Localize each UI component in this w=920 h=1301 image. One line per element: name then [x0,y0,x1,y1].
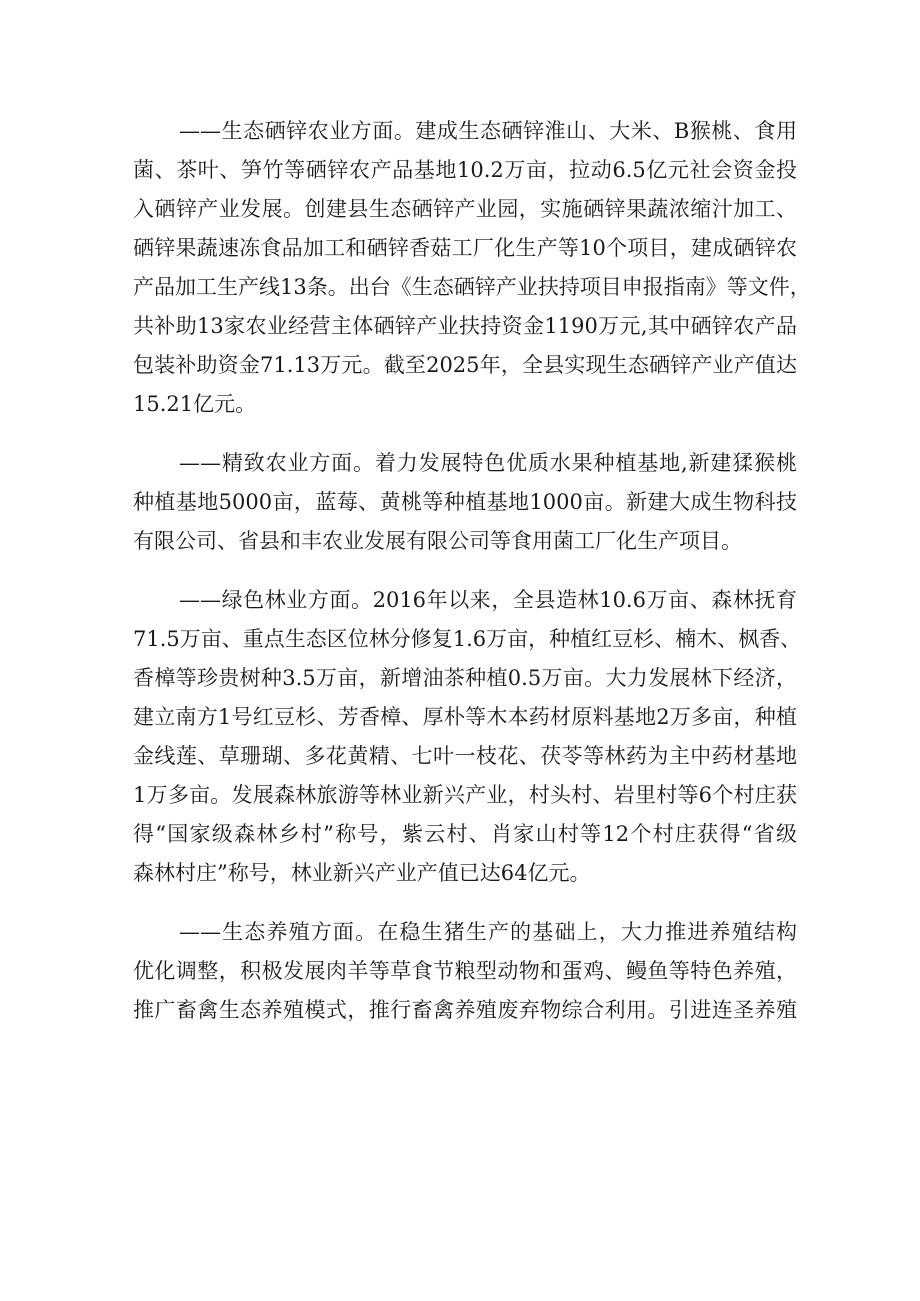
text-line: 香樟等珍贵树种3.5万亩，新增油茶种植0.5万亩。大力发展林下经济， [133,666,797,690]
text-line: 金线莲、草珊瑚、多花黄精、七叶一枝花、茯苓等林药为主中药材基地 [133,744,797,768]
text-line: 种植基地5000亩，蓝莓、黄桃等种植基地1000亩。新建大成生物科技 [133,490,797,514]
text-line: 共补助13家农业经营主体硒锌产业扶持资金1190万元,其中硒锌农产品 [133,314,797,338]
text-line: 产品加工生产线13条。出台《生态硒锌产业扶持项目申报指南》等文件， [133,275,811,299]
text-line: 建立南方1号红豆杉、芳香樟、厚朴等木本药材原料基地2万多亩，种植 [133,705,797,729]
text-line: 得“国家级森林乡村”称号，紫云村、肖家山村等12个村庄获得“省级 [133,822,797,846]
text-line: 15.21亿元。 [133,392,257,416]
text-line: 包装补助资金71.13万元。截至2025年，全县实现生态硒锌产业产值达 [133,353,797,377]
text-line: 1万多亩。发展森林旅游等林业新兴产业，村头村、岩里村等6个村庄获 [133,783,797,807]
document-body [133,112,811,1050]
paragraph-green-forestry [133,581,802,893]
paragraph-boutique-agriculture [133,444,797,561]
text-line: 硒锌果蔬速冻食品加工和硒锌香菇工厂化生产等10个项目，建成硒锌农 [133,236,797,260]
text-line: 71.5万亩、重点生态区位林分修复1.6万亩，种植红豆杉、楠木、枫香、 [133,627,802,651]
text-line: ——生态硒锌农业方面。建成生态硒锌淮山、大米、B猴桃、食用 [179,119,797,143]
text-line: 有限公司、省县和丰农业发展有限公司等食用菌工厂化生产项目。 [133,529,742,553]
text-line: ——绿色林业方面。2016年以来，全县造林10.6万亩、森林抚育 [179,588,797,612]
text-line: 菌、茶叶、笋竹等硒锌农产品基地10.2万亩，拉动6.5亿元社会资金投 [133,158,797,182]
text-line: 优化调整，积极发展肉羊等草食节粮型动物和蛋鸡、鳗鱼等特色养殖， [133,959,797,983]
text-line: 推广畜禽生态养殖模式，推行畜禽养殖废弃物综合利用。引进连圣养殖 [133,998,797,1022]
text-line: 入硒锌产业发展。创建县生态硒锌产业园，实施硒锌果蔬浓缩汁加工、 [133,197,797,221]
text-line: 森林村庄”称号，林业新兴产业产值已达64亿元。 [133,861,591,885]
paragraph-selenium-zinc-agriculture [133,112,811,424]
text-line: ——精致农业方面。着力发展特色优质水果种植基地,新建猱猴桃 [179,451,797,475]
text-line: ——生态养殖方面。在稳生猪生产的基础上，大力推进养殖结构 [179,920,797,944]
paragraph-ecological-breeding [133,913,797,1030]
